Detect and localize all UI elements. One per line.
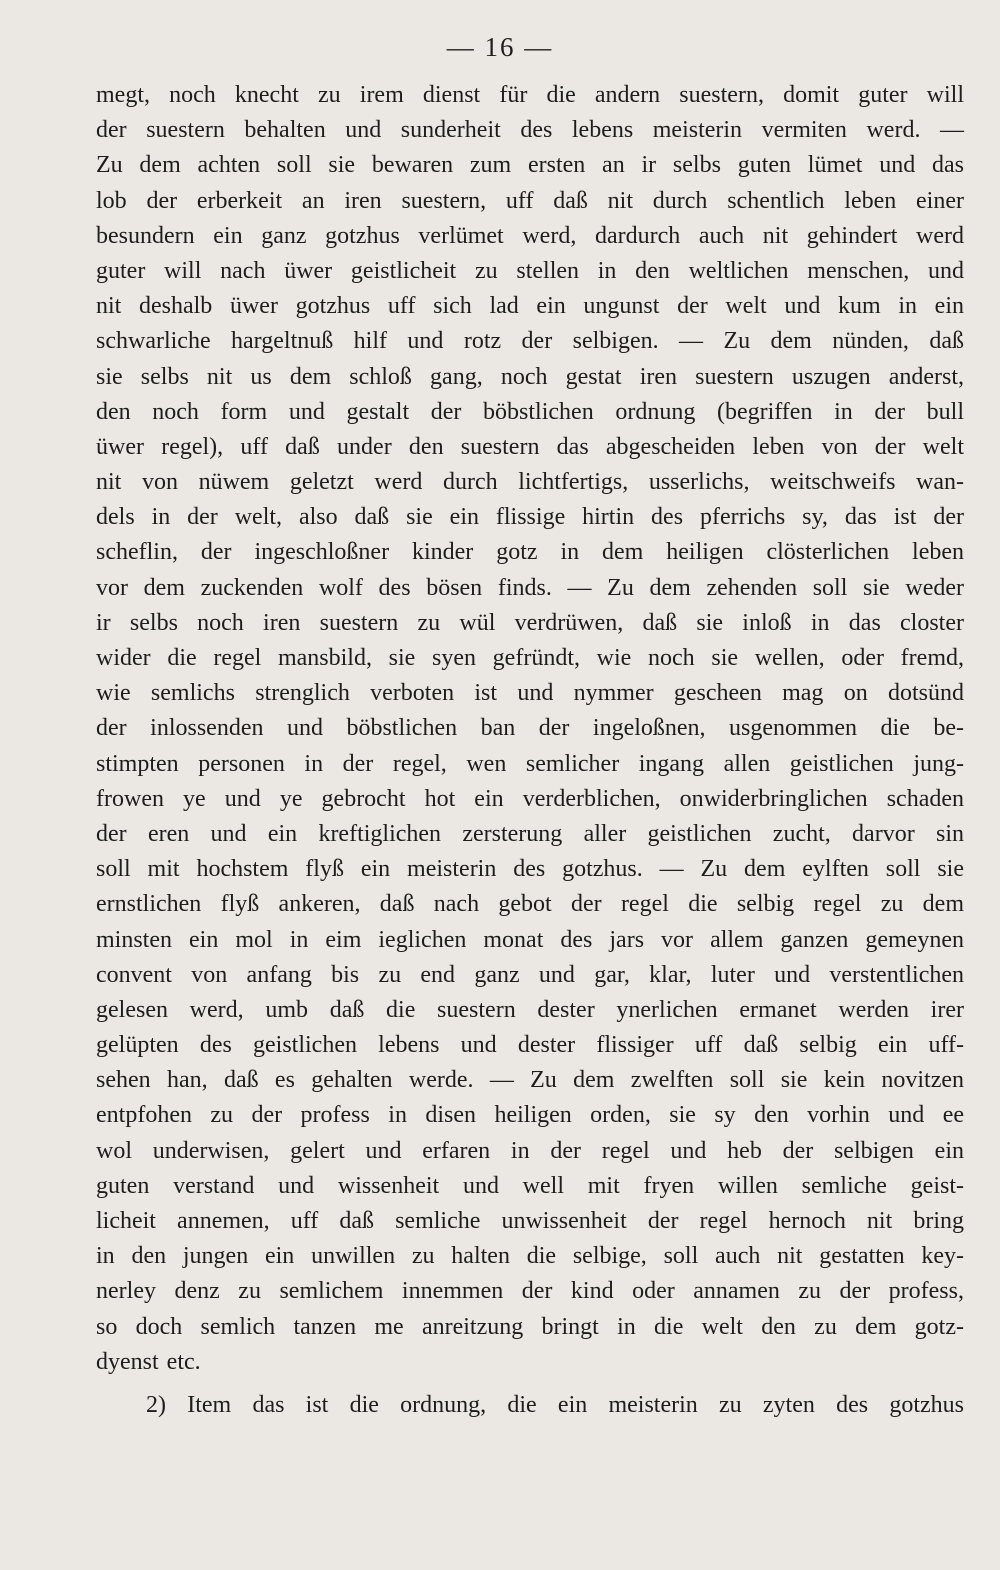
- page-number: — 16 —: [446, 32, 554, 62]
- text-line: ernstlichen flyß ankeren, daß nach gebot der regel die selbig regel zu dem: [96, 891, 964, 918]
- text-line: ir selbs noch iren suestern zu wül verdrüwen, daß sie inloß in das closter: [96, 609, 964, 636]
- text-line: Zu dem achten soll sie bewaren zum ersten an ir selbs guten lümet und das: [96, 152, 964, 179]
- body-text: [96, 78, 964, 1423]
- text-line: guter will nach üwer geistlicheit zu stellen in den weltlichen menschen, und: [96, 257, 964, 284]
- text-line: licheit annemen, uff daß semliche unwissenheit der regel hernoch nit bring: [96, 1208, 964, 1234]
- text-line: megt, noch knecht zu irem dienst für die andern suestern, domit guter will: [96, 82, 964, 108]
- text-line: soll mit hochstem flyß ein meisterin des gotzhus. — Zu dem eylften soll sie: [96, 856, 964, 883]
- text-line: nerley denz zu semlichem innemmen der kind oder annamen zu der profess,: [96, 1278, 964, 1305]
- text-line: den noch form und gestalt der böbstlichen ordnung (begriffen in der bull: [96, 398, 964, 425]
- text-line: schwarliche hargeltnuß hilf und rotz der selbigen. — Zu dem nünden, daß: [96, 328, 964, 355]
- text-line: minsten ein mol in eim ieglichen monat des jars vor allem ganzen gemeynen: [96, 926, 964, 953]
- text-line: sehen han, daß es gehalten werde. — Zu dem zwelften soll sie kein novitzen: [96, 1067, 964, 1094]
- text-line: so doch semlich tanzen me anreitzung bringt in die welt den zu dem gotz-: [96, 1313, 964, 1340]
- text-line: guten verstand und wissenheit und well mit fryen willen semliche geist-: [96, 1172, 964, 1199]
- text-line: vor dem zuckenden wolf des bösen finds. — Zu dem zehenden soll sie weder: [96, 574, 964, 601]
- text-line: nit von nüwem geletzt werd durch lichtfertigs, usserlichs, weitschweifs wan-: [96, 469, 964, 496]
- text-line: sie selbs nit us dem schloß gang, noch gestat iren suestern uszugen anderst,: [96, 363, 964, 390]
- paragraph-2: [96, 1388, 964, 1423]
- text-line: dels in der welt, also daß sie ein flissige hirtin des pferrichs sy, das ist der: [96, 504, 964, 531]
- text-line: scheflin, der ingeschloßner kinder gotz in dem heiligen clösterlichen leben: [96, 539, 964, 566]
- text-line: wol underwisen, gelert und erfaren in der regel und heb der selbigen ein: [96, 1137, 964, 1164]
- text-line: dyenst etc.: [96, 1348, 201, 1375]
- paragraph-1: [96, 78, 964, 1380]
- paragraph-gap: [96, 1380, 964, 1388]
- text-line: 2) Item das ist die ordnung, die ein meisterin zu zyten des gotzhus: [146, 1391, 964, 1418]
- text-line: üwer regel), uff daß under den suestern das abgescheiden leben von der welt: [96, 433, 964, 460]
- text-line: lob der erberkeit an iren suestern, uff daß nit durch schentlich leben einer: [96, 187, 964, 214]
- text-line: gelüpten des geistlichen lebens und dester flissiger uff daß selbig ein uff-: [96, 1032, 964, 1059]
- text-line: nit deshalb üwer gotzhus uff sich lad ein ungunst der welt und kum in ein: [96, 293, 964, 320]
- text-line: frowen ye und ye gebrocht hot ein verderblichen, onwiderbringlichen schaden: [96, 785, 964, 812]
- text-line: besundern ein ganz gotzhus verlümet werd, dardurch auch nit gehindert werd: [96, 222, 964, 249]
- text-line: convent von anfang bis zu end ganz und gar, klar, luter und verstentlichen: [96, 961, 964, 988]
- text-line: der suestern behalten und sunderheit des lebens meisterin vermiten werd. —: [96, 117, 964, 144]
- text-line: entpfohen zu der profess in disen heiligen orden, sie sy den vorhin und ee: [96, 1102, 964, 1129]
- text-line: gelesen werd, umb daß die suestern dester ynerlichen ermanet werden irer: [96, 996, 964, 1023]
- text-line: stimpten personen in der regel, wen semlicher ingang allen geistlichen jung-: [96, 750, 964, 777]
- text-line: wie semlichs strenglich verboten ist und nymmer gescheen mag on dotsünd: [96, 680, 964, 707]
- text-line: der inlossenden und böbstlichen ban der ingeloßnen, usgenommen die be-: [96, 715, 964, 742]
- text-line: wider die regel mansbild, sie syen gefründt, wie noch sie wellen, oder fremd,: [96, 645, 964, 671]
- text-line: der eren und ein kreftiglichen zersterung aller geistlichen zucht, darvor sin: [96, 820, 964, 847]
- text-line: in den jungen ein unwillen zu halten die selbige, soll auch nit gestatten key-: [96, 1243, 964, 1270]
